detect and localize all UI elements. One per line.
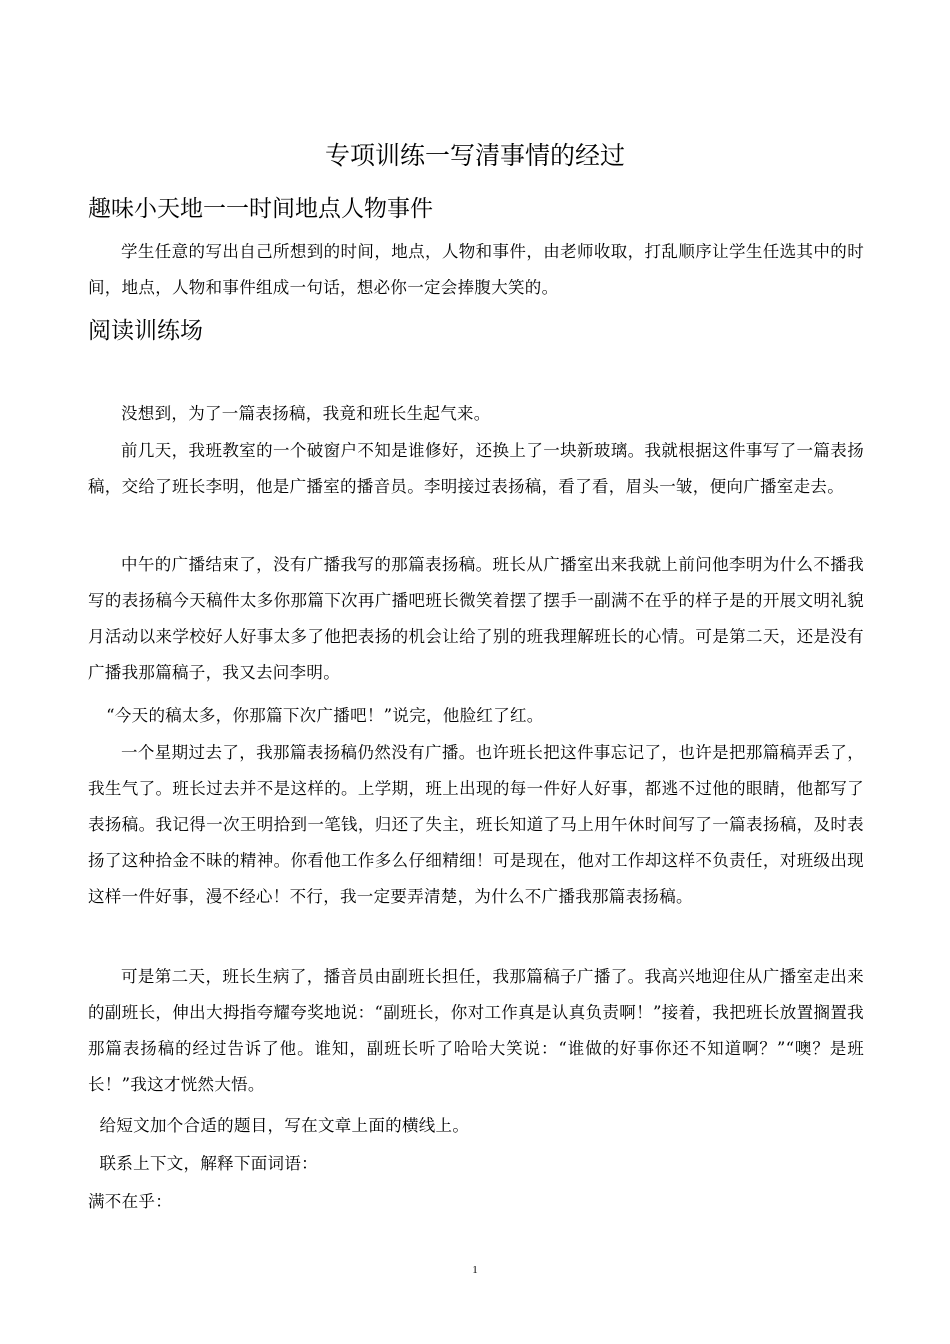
question-item: 联系上下文，解释下面词语： [99,1154,318,1173]
reading-paragraph: 一个星期过去了，我那篇表扬稿仍然没有广播。也许班长把这件事忘记了，也许是把那篇稿弄丢了，我生气了。班长过去并不是这样的。上学期，班上出现的每一件好人好事，都逃不过他的眼睛，他都写了表扬稿。我记得一次王明拾到一笔钱，归还了失主，班长知道了马上用午休时间写了一篇表扬稿，及时表扬了这种拾金不昧的精神。你看他工作多么仔细精细！可是现在，他对工作却这样不负责任，对班级出现这样一件好事，漫不经心！不行，我一定要弄清楚，为什么不广播我那篇表扬稿。 [88,743,864,906]
reading-paragraph: 没想到，为了一篇表扬稿，我竟和班长生起气来。 [121,404,491,423]
reading-paragraph: “今天的稿太多，你那篇下次广播吧！”说完，他脸红了红。 [106,706,544,725]
section-heading-reading: 阅读训练场 [88,318,203,344]
reading-paragraph: 中午的广播结束了，没有广播我写的那篇表扬稿。班长从广播室出来我就上前问他李明为什么不播我写的表扬稿今天稿件太多你那篇下次再广播吧班长微笑着摆了摆手一副满不在乎的样子是的开展文明礼貌月活动以来学校好人好事太多了他把表扬的机会让给了别的班我理解班长的心情。可是第二天，还是没有广播我那篇稿子，我又去问李明。 [88,555,864,682]
question-item: 给短文加个合适的题目，写在文章上面的横线上。 [99,1116,470,1135]
page-number: 1 [472,1264,478,1276]
section-heading-fun: 趣味小天地一一时间地点人物事件 [88,196,433,222]
document-title: 专项训练一写清事情的经过 [324,141,625,170]
question-item: 满不在乎： [88,1192,172,1211]
reading-paragraph: 前几天，我班教室的一个破窗户不知是谁修好，还换上了一块新玻璃。我就根据这件事写了一篇表扬稿，交给了班长李明，他是广播室的播音员。李明接过表扬稿，看了看，眉头一皱，便向广播室走去。 [88,441,864,496]
section-fun-text: 学生任意的写出自己所想到的时间，地点，人物和事件，由老师收取，打乱顺序让学生任选其中的时间，地点，人物和事件组成一句话，想必你一定会捧腹大笑的。 [88,242,864,297]
reading-paragraph: 可是第二天，班长生病了，播音员由副班长担任，我那篇稿子广播了。我高兴地迎住从广播室走出来的副班长，伸出大拇指夸耀夸奖地说：“副班长，你对工作真是认真负责啊！”接着，我把班长放置搁置我那篇表扬稿的经过告诉了他。谁知，副班长听了哈哈大笑说：“谁做的好事你还不知道啊？”“噢？是班长！”我这才恍然大悟。 [88,967,864,1094]
